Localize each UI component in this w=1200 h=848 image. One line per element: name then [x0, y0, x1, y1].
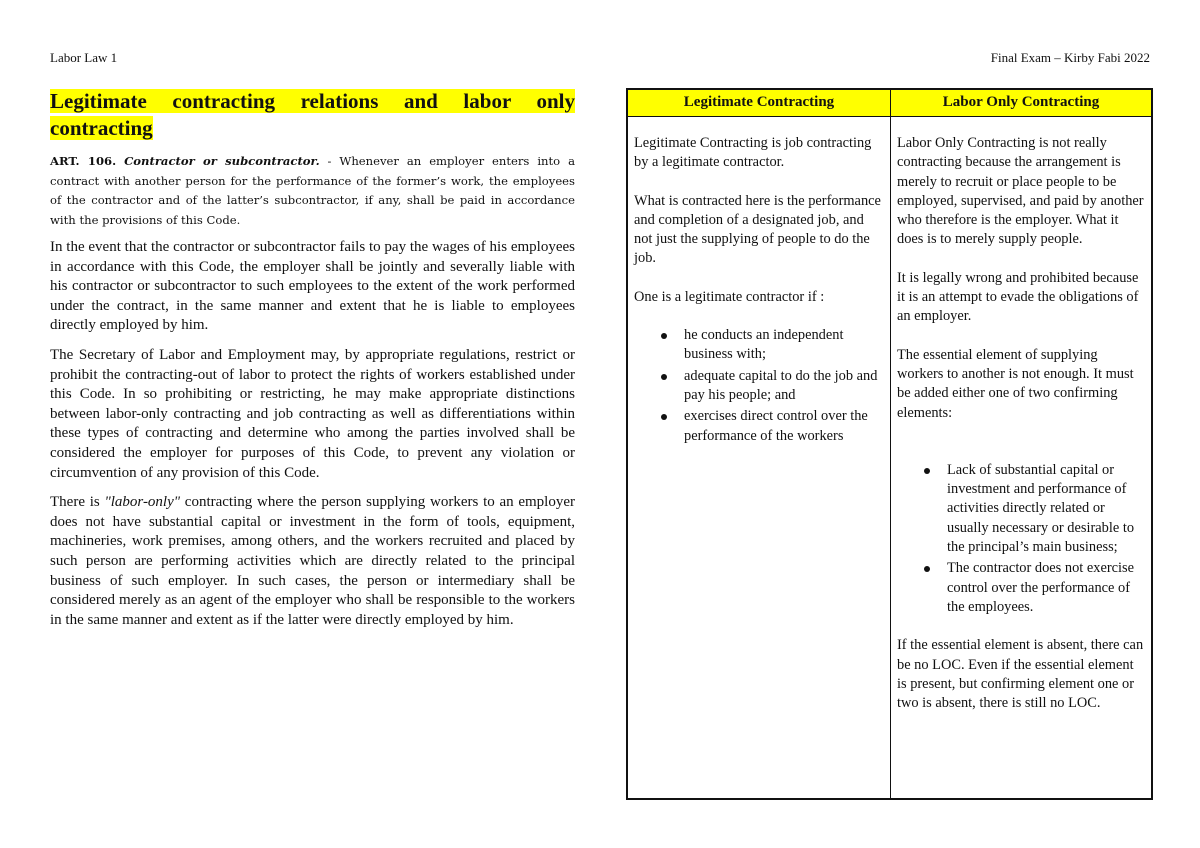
section-title: [50, 88, 575, 142]
list-item: he conducts an independent business with;: [634, 326, 884, 365]
list-item: The contractor does not exercise control over the performance of the employees.: [897, 559, 1145, 617]
article-body: - Whenever an employer enters into a contract with another person for the performance of the former’s work, the employees of the contractor and of the latter’s subcontractor, if any, shall be paid in accordance with the provisions of this Code.: [50, 154, 575, 227]
table-header-row: [627, 89, 1152, 117]
header-legitimate-contracting: Legitimate Contracting: [627, 89, 891, 117]
legit-p1: Legitimate Contracting is job contracting by a legitimate contractor.: [634, 135, 872, 171]
loc-p1: Labor Only Contracting is not really contracting because the arrangement is merely to recruit or place people to be employed, supervised, and paid by another who therefore is the employer. What it does is to merely supply people.: [897, 135, 1144, 248]
section-title-text: Legitimate contracting relations and labor only contracting: [50, 89, 575, 140]
left-column: [50, 88, 575, 640]
paragraph-joint-liability: In the event that the contractor or subcontractor fails to pay the wages of his employees in accordance with this Code, the employer shall be jointly and severally liable with his contractor or subcontractor to such employees to the extent of the work performed under the contract, in the same manner and extent that he is liable to employees directly employed by him.: [50, 239, 575, 334]
legit-p3: One is a legitimate contractor if :: [634, 288, 825, 305]
table-body-row: [627, 117, 1152, 800]
legit-p2: What is contracted here is the performance and completion of a designated job, and not just the supplying of people to do the job.: [634, 192, 881, 267]
loc-elements-list: [897, 461, 1145, 617]
para4-pre: There is: [50, 494, 105, 511]
legit-criteria-list: [634, 326, 884, 446]
header-left: Labor Law 1: [50, 50, 118, 65]
loc-p4: If the essential element is absent, there can be no LOC. Even if the essential element is present, but confirming element one or two is absent, there is still no LOC.: [897, 637, 1144, 712]
article-title: Contractor or subcontractor.: [124, 154, 320, 168]
legitimate-contracting-cell: [627, 117, 891, 800]
loc-p3: The essential element of supplying workers to another is not enough. It must be added either one of two confirming elements:: [897, 346, 1134, 421]
list-item: adequate capital to do the job and pay his people; and: [634, 367, 884, 406]
para4-post: contracting where the person supplying workers to an employer does not have substantial capital or investment in the form of tools, equipment, machineries, work premises, among others, and the workers recruited and placed by such person are performing activities which are directly related to the principal business of such employer. In such cases, the person or intermediary shall be considered merely as an agent of the employer who shall be responsible to the workers in the same manner and extent as if the latter were directly employed by him.: [50, 494, 575, 628]
loc-p2: It is legally wrong and prohibited because it is an attempt to evade the obligations of an employer.: [897, 269, 1139, 325]
labor-only-contracting-cell: [891, 117, 1153, 800]
list-item: exercises direct control over the performance of the workers: [634, 407, 884, 446]
paragraph-labor-only: [50, 493, 575, 630]
header-right: Final Exam – Kirby Fabi 2022: [990, 50, 1150, 65]
article-106: [50, 152, 575, 230]
comparison-table: [626, 88, 1153, 800]
article-number: ART. 106.: [50, 154, 117, 168]
para4-emph: "labor-only": [104, 494, 181, 511]
paragraph-secretary: The Secretary of Labor and Employment may, by appropriate regulations, restrict or prohibit the contracting-out of labor to protect the rights of workers established under this Code. In so prohibiting or restricting, he may make appropriate distinctions between labor-only contracting and job contracting as well as differentiations within these types of contracting and determine who among the parties involved shall be considered the employer for purposes of this Code, to prevent any violation or circumvention of any provision of this Code.: [50, 346, 575, 481]
header-labor-only-contracting: Labor Only Contracting: [891, 89, 1153, 117]
list-item: Lack of substantial capital or investment and performance of activities directly related or usually necessary or desirable to the principal’s main business;: [897, 461, 1145, 557]
